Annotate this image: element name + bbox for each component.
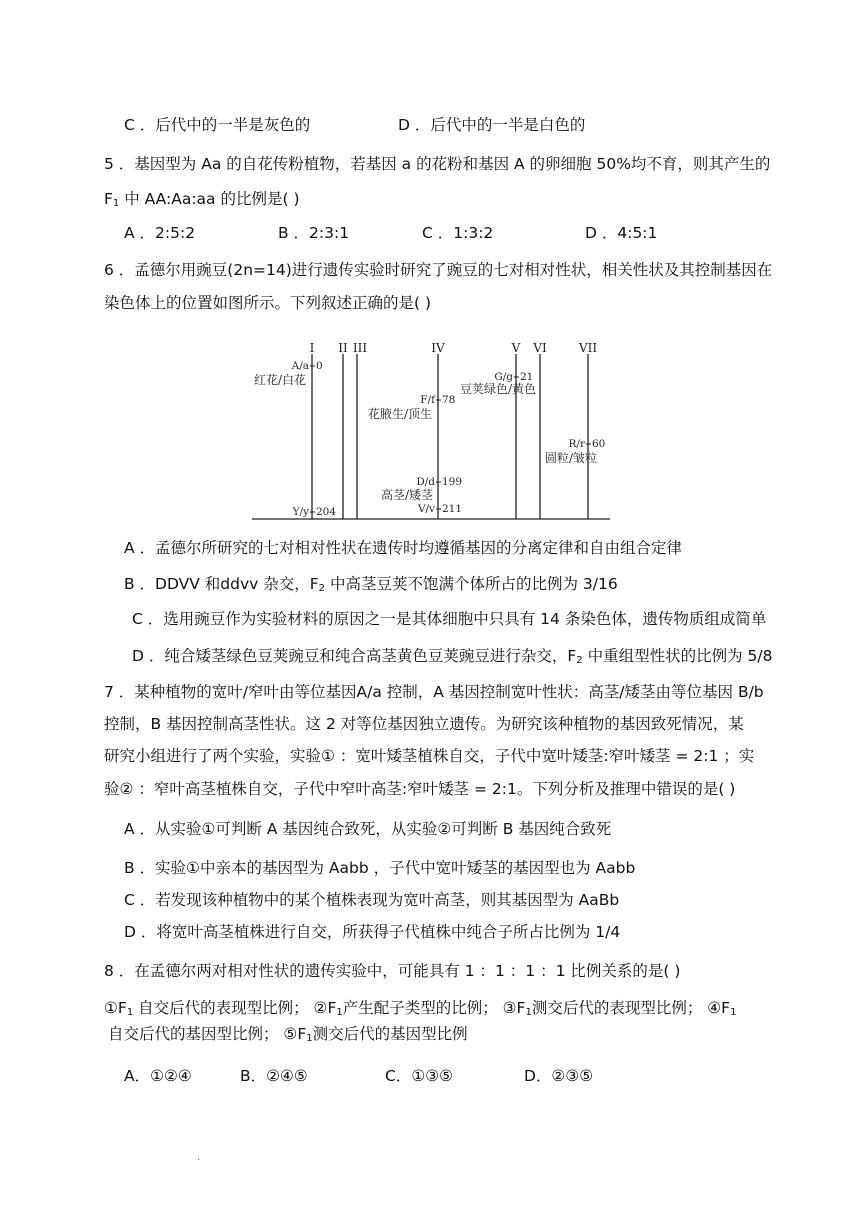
gene-pos-Y: 204 — [316, 506, 337, 518]
q6-stem-line1: 6 ．孟德尔用豌豆(2n=14)进行遗传实验时研究了豌豆的七对相对性状，相关性状及其控制基因在 — [104, 261, 773, 279]
q7-stem-line3: 研究小组进行了两个实验，实验① ：宽叶矮茎植株自交，子代中宽叶矮茎:窄叶矮茎 = 2:1 ；实 — [104, 747, 755, 765]
q5-stem-line1: 5 ．基因型为 Aa 的自花传粉植物，若基因 a 的花粉和基因 A 的卵细胞 50%均不育，则其产生的 — [104, 155, 771, 173]
trait-label-stem-height: 高茎/矮茎 — [381, 488, 434, 502]
q7-stem-line1: 7 ．某种植物的宽叶/窄叶由等位基因A/a 控制，A 基因控制宽叶性状：高茎/矮茎由等位基因 B/b — [104, 683, 764, 701]
q6-stem-line2: 染色体上的位置如图所示。下列叙述正确的是( ) — [104, 294, 432, 312]
q7-stem-line4: 验② ：窄叶高茎植株自交，子代中窄叶高茎:窄叶矮茎 = 2:1。下列分析及推理中错误的是( ) — [104, 780, 736, 798]
q8-option-c: C．①③⑤ — [385, 1067, 454, 1085]
gene-label-G: G/g — [494, 371, 513, 383]
q8-option-b: B．②④⑤ — [240, 1067, 308, 1085]
chromosome-label-7: VII — [578, 341, 598, 355]
trait-label-flower-color: 红花/白花 — [254, 373, 307, 387]
q5-option-d: D ．4:5:1 — [585, 224, 658, 242]
chromosome-label-1: I — [309, 341, 315, 355]
chromosome-label-6: VI — [533, 341, 547, 355]
q5-option-c: C ．1:3:2 — [422, 224, 494, 242]
chromosome-label-3: III — [352, 341, 368, 355]
gene-label-R: R/r — [568, 438, 585, 450]
gene-label-F: F/f — [420, 394, 435, 406]
q7-option-b: B ．实验①中亲本的基因型为 Aabb ，子代中宽叶矮茎的基因型也为 Aabb — [124, 859, 636, 877]
gene-label-D: D/d — [416, 476, 435, 488]
gene-label-A: A/a — [291, 360, 309, 372]
q8-stem-line1: 8 ．在孟德尔两对相对性状的遗传实验中，可能具有 1 ：1 ：1 ：1 比例关系的是( ) — [104, 962, 681, 980]
q7-option-c: C ．若发现该种植物中的某个植株表现为宽叶高茎，则其基因型为 AaBb — [124, 891, 620, 909]
gene-pos-V: 211 — [442, 503, 463, 515]
trait-label-pod-color: 豆荚绿色/黄色 — [460, 382, 537, 396]
q4-option-d: D ．后代中的一半是白色的 — [398, 116, 586, 134]
gene-pos-R: 60 — [592, 438, 606, 450]
q6-option-c: C ．选用豌豆作为实验材料的原因之一是其体细胞中只具有 14 条染色体，遗传物质组成简单 — [132, 610, 767, 628]
chromosome-figure — [250, 335, 612, 525]
footer-mark: . — [197, 1152, 201, 1163]
q8-stem-line2: ①F1 自交后代的表现型比例； ②F1产生配子类型的比例； ③F1测交后代的表现型比例； ④F1 — [104, 999, 737, 1018]
gene-pos-A: 0 — [316, 360, 323, 372]
trait-label-flower-position: 花腋生/顶生 — [368, 407, 433, 421]
chromosome-label-4: IV — [431, 341, 445, 355]
q7-option-d: D ．将宽叶高茎植株进行自交，所获得子代植株中纯合子所占比例为 1/4 — [124, 923, 621, 941]
gene-pos-F: 78 — [442, 394, 456, 406]
q5-option-b: B ．2:3:1 — [278, 224, 350, 242]
q5-option-a: A ．2:5:2 — [124, 224, 196, 242]
q4-option-c: C ．后代中的一半是灰色的 — [124, 116, 311, 134]
gene-pos-G: 21 — [520, 371, 534, 383]
q5-stem-line2: F1 中 AA:Aa:aa 的比例是( ) — [104, 190, 300, 209]
q6-option-b: B ．DDVV 和ddvv 杂交，F2 中高茎豆荚不饱满个体所占的比例为 3/16 — [124, 575, 618, 594]
gene-label-V: V/v — [417, 503, 435, 515]
q8-option-d: D．②③⑤ — [524, 1067, 594, 1085]
gene-pos-D: 199 — [442, 476, 463, 488]
q7-stem-line2: 控制，B 基因控制高茎性状。这 2 对等位基因独立遗传。为研究该种植物的基因致死情况，某 — [104, 715, 744, 733]
gene-label-Y: Y/y — [292, 506, 309, 518]
q8-option-a: A．①②④ — [124, 1067, 192, 1085]
q6-option-d: D ．纯合矮茎绿色豆荚豌豆和纯合高茎黄色豆荚豌豆进行杂交，F2 中重组型性状的比例为 5/8 — [132, 647, 773, 666]
chromosome-label-2: II — [338, 341, 348, 355]
q8-stem-line3: 自交后代的基因型比例； ⑤F1测交后代的基因型比例 — [108, 1025, 468, 1044]
trait-label-seed-shape: 圆粒/皱粒 — [545, 451, 598, 465]
q6-option-a: A ．孟德尔所研究的七对相对性状在遗传时均遵循基因的分离定律和自由组合定律 — [124, 539, 683, 557]
chromosome-label-5: V — [511, 341, 521, 355]
q7-option-a: A ．从实验①可判断 A 基因纯合致死，从实验②可判断 B 基因纯合致死 — [124, 820, 612, 838]
